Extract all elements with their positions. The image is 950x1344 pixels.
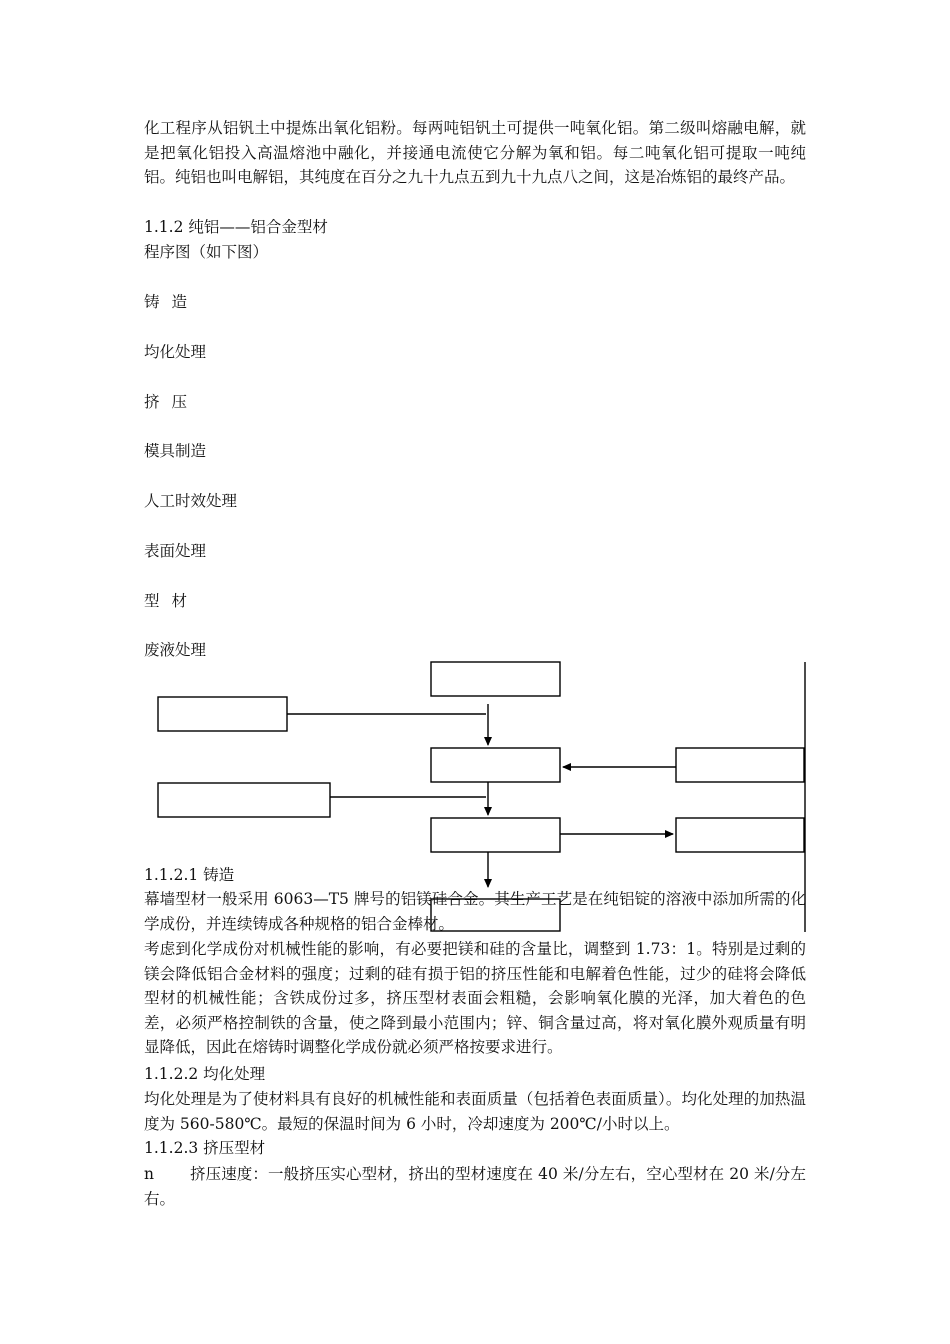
- casting-paragraph-1: 幕墙型材一般采用 6063—T5 牌号的铝镁硅合金。其生产工艺是在纯铝锭的溶液中添加所需的化学成份，并连续铸成各种规格的铝合金棒材。: [144, 890, 806, 933]
- flow-box-center-1: [431, 748, 560, 782]
- flow-box-center-2: [431, 818, 560, 852]
- casting-paragraph-2: 考虑到化学成份对机械性能的影响，有必要把镁和硅的含量比，调整到 1.73：1。特别是过剩的镁会降低铝合金材料的强度；过剩的硅有损于铝的挤压性能和电解着色性能，过少的硅将会降低型材的机械性能；含铁成份过多，挤压型材表面会粗糙，会影响氧化膜的光泽，加大着色的色差，必须严格控制铁的含量，使之降到最小范围内；锌、铜含量过高，将对氧化膜外观质量有明显降低，因此在熔铸时调整化学成份就必须严格按要求进行。: [144, 940, 806, 1056]
- homogenizing-paragraph: 均化处理是为了使材料具有良好的机械性能和表面质量（包括着色表面质量）。均化处理的加热温度为 560-580℃。最短的保温时间为 6 小时，冷却速度为 200℃/小时以上。: [144, 1090, 806, 1133]
- step-profile: 型材: [144, 592, 200, 610]
- flow-box-right-2: [676, 818, 804, 852]
- step-homogenizing: 均化处理: [144, 343, 207, 361]
- step-artificial-aging: 人工时效处理: [144, 492, 238, 510]
- bullet-marker: n: [144, 1165, 154, 1183]
- section-heading-1-1-2: 1.1.2 纯铝——铝合金型材: [144, 218, 328, 236]
- program-diagram-label: 程序图（如下图）: [144, 243, 269, 261]
- step-surface-treatment: 表面处理: [144, 542, 207, 560]
- flow-box-left-2: [158, 783, 330, 817]
- flow-box-left-1: [158, 697, 287, 731]
- step-waste-liquid-treatment: 废液处理: [144, 641, 207, 659]
- step-extrusion: 挤压: [144, 393, 200, 411]
- flow-box-top: [431, 662, 560, 696]
- flow-box-right-1: [676, 748, 804, 782]
- section-heading-casting: 1.1.2.1 铸造: [144, 866, 235, 884]
- extrusion-speed-paragraph: 挤压速度：一般挤压实心型材，挤出的型材速度在 40 米/分左右，空心型材在 20 米/分左右。: [144, 1165, 806, 1208]
- intro-paragraph: 化工程序从铝钒土中提炼出氧化铝粉。每两吨铝钒土可提供一吨氧化铝。第二级叫熔融电解，就是把氧化铝投入高温熔池中融化，并接通电流使它分解为氧和铝。每二吨氧化铝可提取一吨纯铝。纯铝也叫电解铝，其纯度在百分之九十九点五到九十九点八之间，这是冶炼铝的最终产品。: [144, 119, 806, 186]
- section-heading-homogenizing: 1.1.2.2 均化处理: [144, 1065, 266, 1083]
- step-die-making: 模具制造: [144, 442, 207, 460]
- step-casting: 铸造: [144, 293, 200, 311]
- section-heading-extrusion: 1.1.2.3 挤压型材: [144, 1139, 266, 1157]
